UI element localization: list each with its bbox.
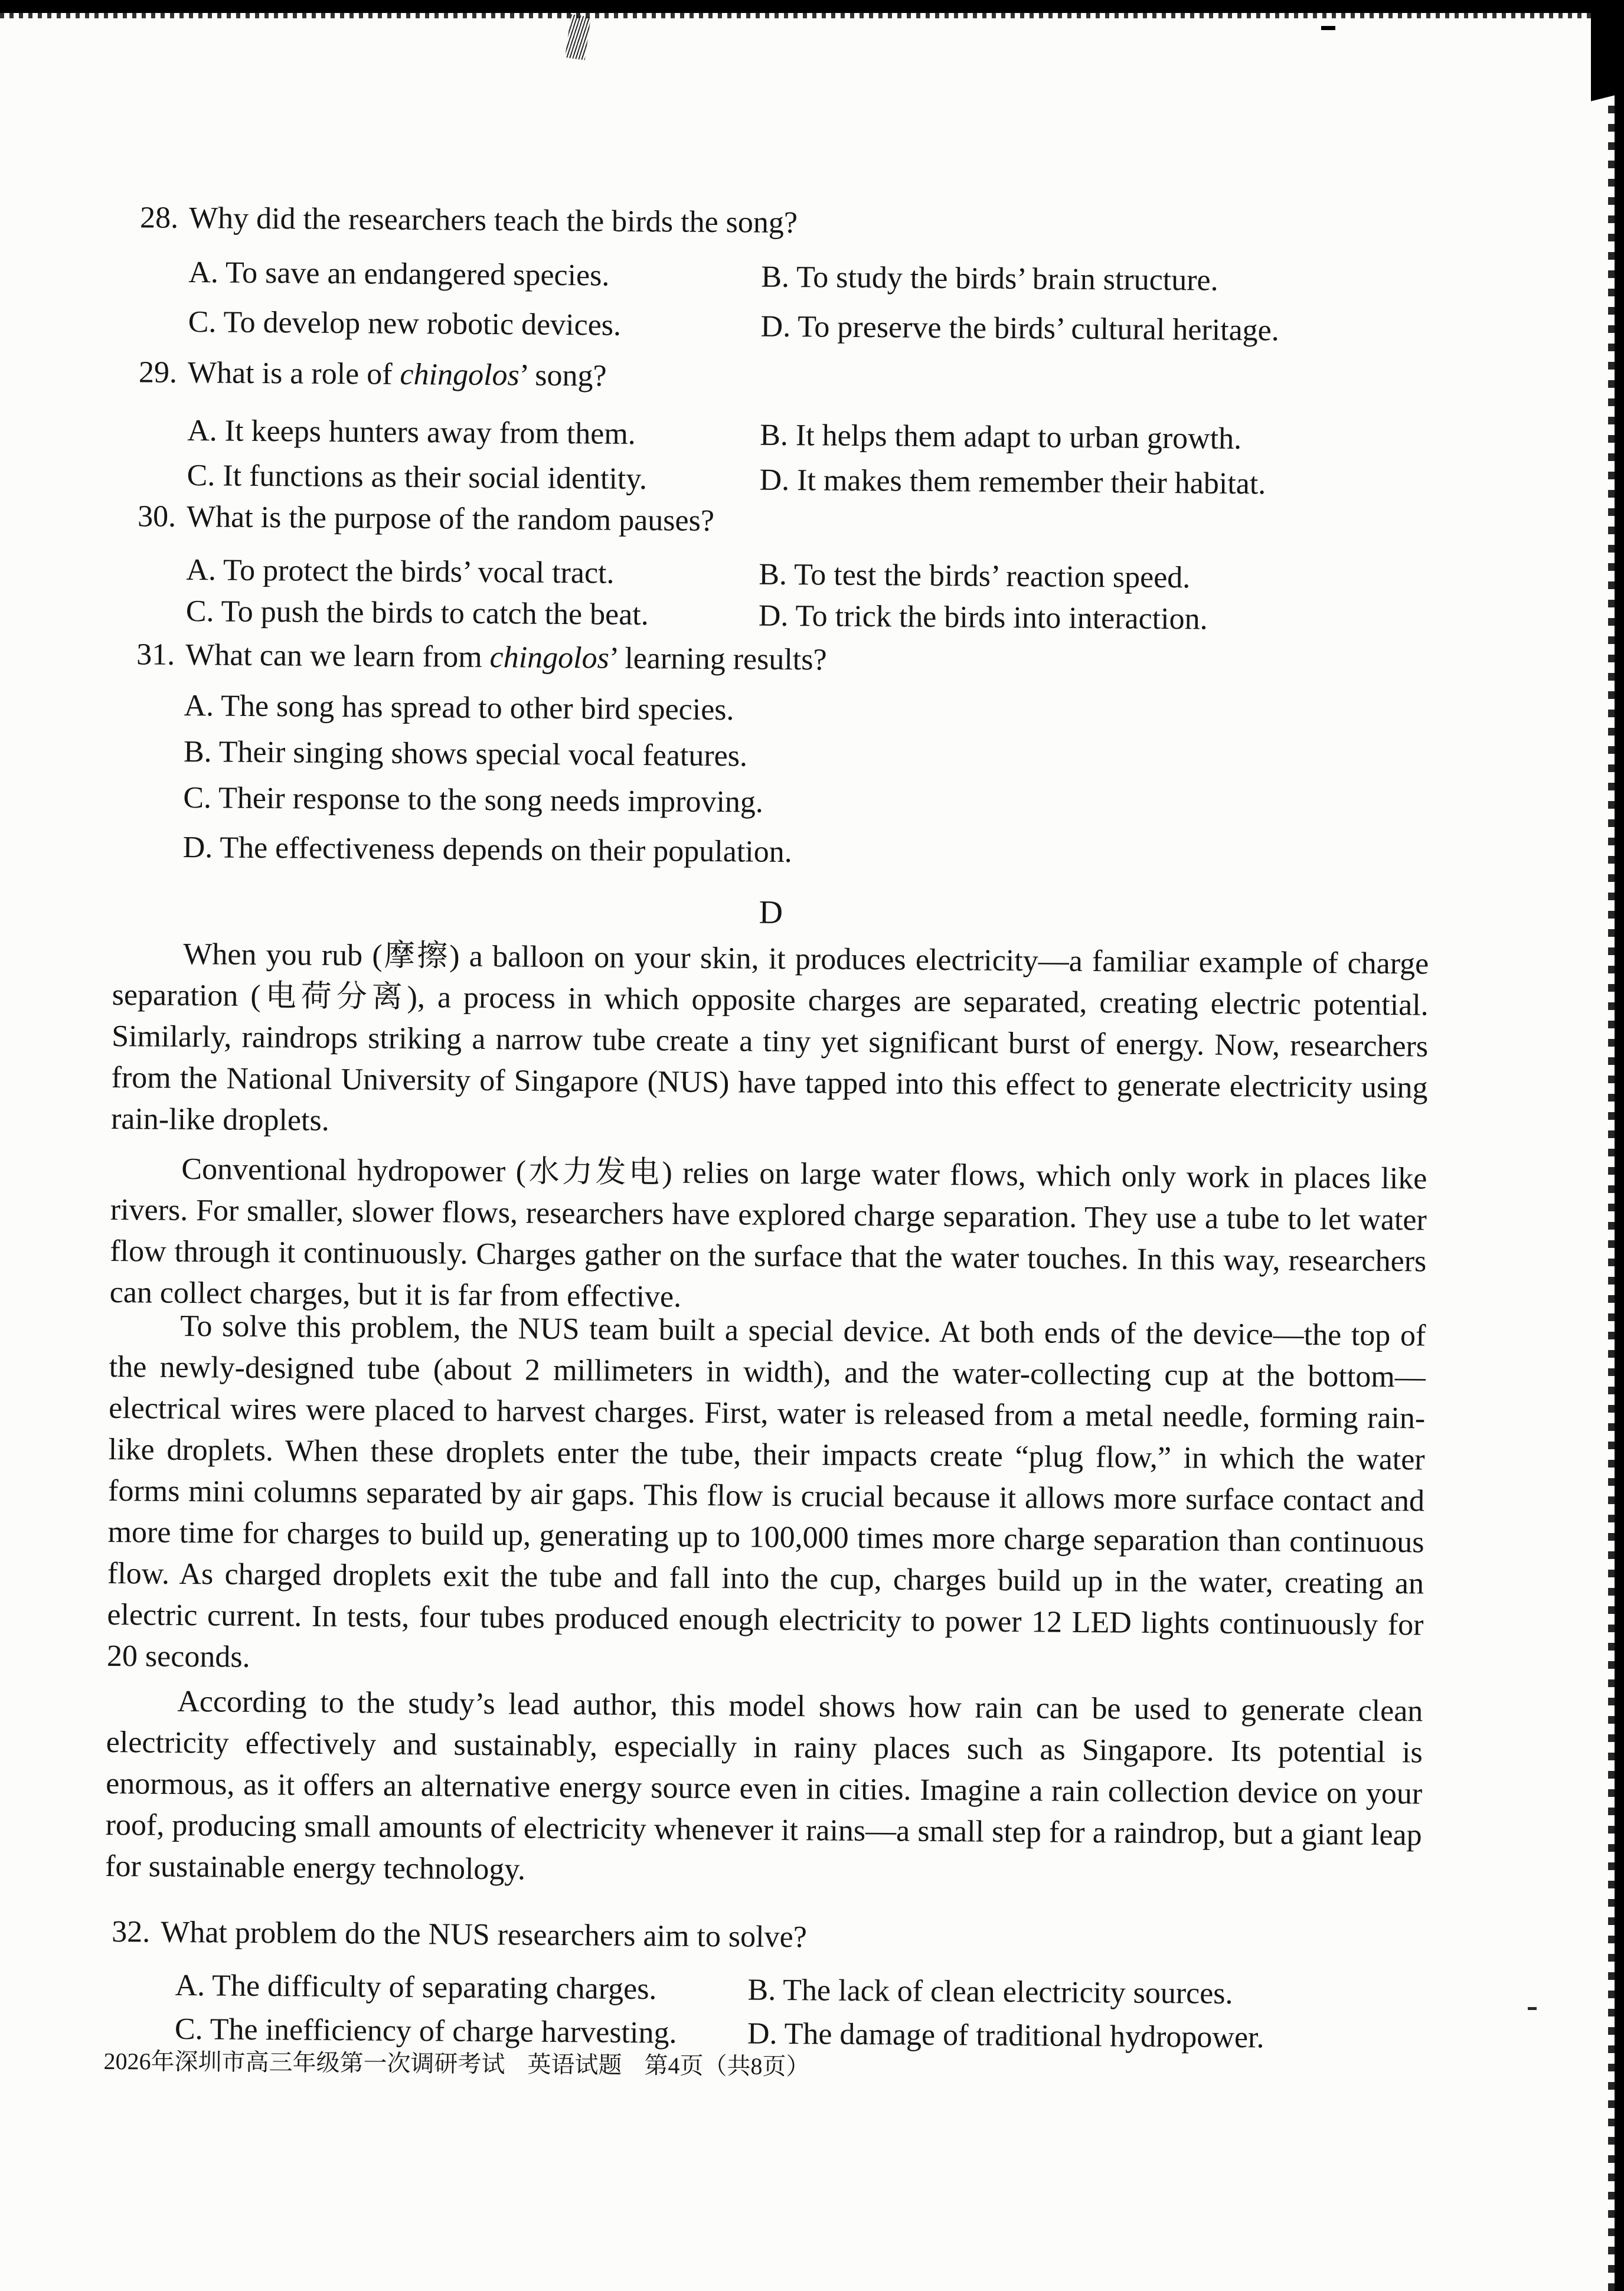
option-text: The lack of clean electricity sources. (783, 1973, 1233, 2011)
option-c (187, 458, 759, 498)
option-c (186, 594, 759, 634)
question-29-options-row-2 (116, 457, 1432, 504)
question-text: What is the purpose of the random pauses? (186, 499, 715, 538)
option-label: A. (175, 1968, 205, 2003)
question-28-stem (118, 200, 1435, 246)
question-text: What can we learn from (185, 638, 490, 675)
option-label: D. (182, 830, 213, 865)
question-number: 30. (137, 499, 177, 534)
passage-paragraph-2: Conventional hydropower (水力发电) relies on large water flows, which only work in places like rivers. For smaller, slower flows, researchers have explored charge separation. They use a tube to let water flow through it continuously. Charges gather on the surface that the water touches. In this way, researchers can collect charges, but it is far from effective. (109, 1152, 1427, 1314)
question-31-option-d (113, 829, 1429, 875)
scan-edge-right (1615, 0, 1624, 2291)
passage-paragraph-4: According to the study’s lead author, this model shows how rain can be used to generate clean electricity effectively and sustainably, especially in rainy places such as Singapore. Its potential is enormous, as it offers an alternative energy source even in cities. Imagine a rain collection device on your roof, producing small amounts of electricity whenever it rains—a small step for a raindrop, but a giant leap for sustainable energy technology. (104, 1684, 1423, 1887)
question-number: 31. (136, 638, 175, 672)
option-label: B. (183, 734, 212, 769)
footer-page-number: 第4页（共8页） (644, 2052, 810, 2080)
option-text: To study the birds’ brain structure. (796, 260, 1218, 298)
option-label: C. (187, 458, 215, 493)
passage-paragraph-3: To solve this problem, the NUS team built a special device. At both ends of the device—the top of the newly-designed tube (about 2 millimeters in width), and the water-collecting cup at the bottom—electrical wires were placed to harvest charges. First, water is released from a metal needle, forming rain-like droplets. When these droplets enter the tube, their impacts create “plug flow,” in which the water forms mini columns separated by air gaps. This flow is crucial because it allows more surface contact and more time for charges to build up, generating up to 100,000 times more charge separation than continuous flow. As charged droplets exit the tube and fall into the cup, charges build up in the water, creating an electric current. In tests, four tubes produced enough electricity to power 12 LED lights continuously for 20 seconds. (106, 1309, 1426, 1674)
option-b (747, 1973, 1420, 2014)
option-label: A. (184, 688, 214, 723)
option-d (747, 2017, 1420, 2057)
option-label: B. (759, 557, 788, 591)
question-text-italic: chingolos (400, 357, 519, 393)
footer-subject: 英语试题 (527, 2051, 622, 2078)
question-31-option-c (113, 780, 1430, 826)
page-content (103, 0, 1436, 2086)
question-30-options-row-2 (115, 593, 1432, 639)
option-label: C. (185, 594, 214, 629)
question-text: ’ song? (519, 358, 607, 393)
option-label: C. (174, 2012, 203, 2047)
option-label: D. (759, 463, 790, 498)
option-label: D. (747, 2017, 777, 2051)
option-label: C. (183, 780, 212, 815)
footer-exam-title: 2026年深圳市高三年级第一次调研考试 (103, 2047, 505, 2078)
question-31-option-a (114, 688, 1430, 734)
passage-paragraph-1: When you rub (摩擦) a balloon on your skin, it produces electricity—a familiar example of charge separation (电荷分离), a process in which opposite charges are separated, creating electric potential. Similarly, raindrops striking a narrow tube create a tiny yet significant burst of energy. Now, researchers from the National University of Singapore (NUS) have tapped into this effect to generate electricity using rain-like droplets. (110, 937, 1429, 1138)
option-label: C. (188, 305, 217, 339)
question-31-stem (115, 637, 1431, 683)
option-text: The song has spread to other bird species. (220, 689, 734, 727)
option-text: To preserve the birds’ cultural heritage. (798, 310, 1279, 348)
question-30-stem (116, 499, 1432, 545)
scan-speck-middle (1528, 2007, 1537, 2010)
option-text: Their singing shows special vocal features. (218, 735, 748, 773)
option-label: D. (758, 599, 789, 633)
option-a (186, 553, 759, 593)
option-text: The effectiveness depends on their population. (220, 831, 792, 870)
option-c (188, 305, 760, 345)
option-d (760, 309, 1433, 350)
option-text: To trick the birds into interaction. (795, 599, 1208, 636)
option-c (175, 2012, 747, 2052)
question-29-options-row-1 (116, 413, 1433, 459)
option-text: The difficulty of separating charges. (211, 1969, 657, 2006)
option-label: B. (760, 418, 789, 452)
option-label: A. (186, 553, 217, 587)
question-32-stem (104, 1914, 1421, 1960)
question-32-options-row-1 (104, 1968, 1420, 2014)
option-a (188, 255, 761, 295)
question-31-option-b (114, 734, 1430, 780)
question-text: What problem do the NUS researchers aim to solve? (161, 1915, 808, 1955)
question-text: ’ learning results? (609, 641, 827, 677)
option-label: A. (188, 255, 219, 290)
option-text: The damage of traditional hydropower. (784, 2017, 1264, 2055)
question-text-italic: chingolos (489, 640, 610, 675)
option-text: It helps them adapt to urban growth. (795, 419, 1242, 456)
question-30-options-row-1 (115, 552, 1432, 598)
question-28-options-row-1 (117, 254, 1434, 300)
option-text: To test the birds’ reaction speed. (793, 558, 1191, 595)
option-label: B. (747, 1973, 776, 2007)
question-28-options-row-2 (117, 304, 1433, 350)
question-text: What is a role of (187, 355, 400, 391)
option-label: B. (761, 260, 790, 294)
option-text: To develop new robotic devices. (223, 305, 622, 342)
option-label: A. (187, 413, 218, 448)
option-a (175, 1968, 747, 2008)
option-text: To protect the birds’ vocal tract. (223, 553, 615, 590)
option-b (760, 418, 1433, 459)
question-number: 28. (139, 201, 179, 235)
question-29-stem (117, 355, 1433, 401)
option-text: It keeps hunters away from them. (224, 414, 636, 451)
question-number: 32. (112, 1915, 151, 1949)
option-text: The inefficiency of charge harvesting. (210, 2012, 677, 2050)
option-text: To save an endangered species. (225, 256, 610, 293)
option-text: It makes them remember their habitat. (796, 463, 1266, 501)
option-d (759, 599, 1432, 639)
option-b (759, 557, 1432, 598)
question-text: Why did the researchers teach the birds the song? (188, 201, 798, 240)
option-label: D. (760, 309, 791, 344)
option-text: To push the birds to catch the beat. (221, 594, 649, 632)
passage-section-label: D (759, 894, 783, 931)
option-text: Their response to the song needs improving. (218, 781, 764, 819)
option-b (761, 260, 1434, 300)
option-a (187, 413, 760, 453)
option-d (759, 463, 1432, 504)
option-text: It functions as their social identity. (223, 459, 648, 496)
question-number: 29. (138, 355, 178, 390)
